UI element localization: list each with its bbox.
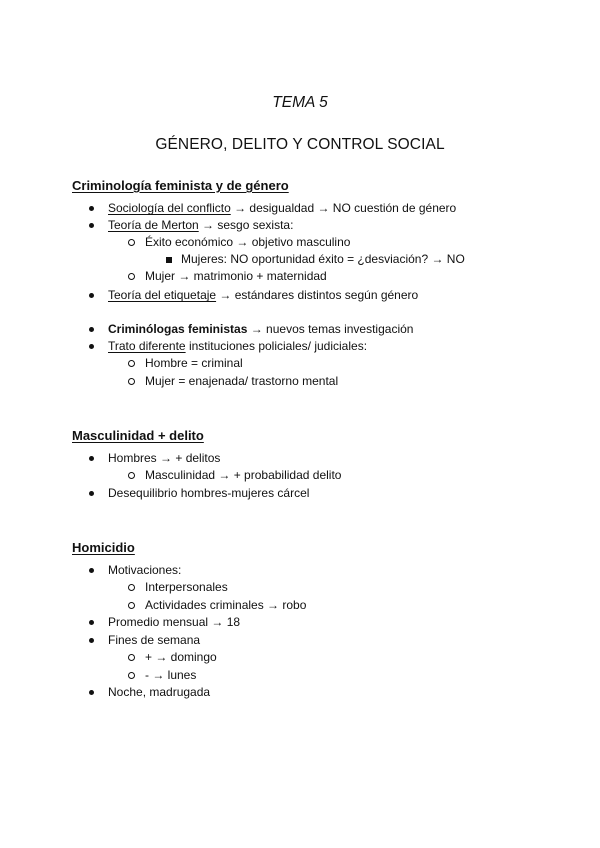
bullet-dot: [89, 568, 94, 573]
list-item: Noche, madrugada: [108, 685, 211, 699]
bullet-circle: [128, 239, 135, 246]
section-heading-criminologia: Criminología feminista y de género: [72, 178, 289, 193]
section-heading-masculinidad: Masculinidad + delito: [72, 428, 204, 443]
list-item: Fines de semana: [108, 633, 201, 647]
list-item: Promedio mensual → 18: [108, 615, 241, 629]
list-item-text: → estándares distintos según género: [216, 288, 419, 302]
bullet-square: [166, 257, 172, 263]
list-item: [108, 288, 418, 303]
bullet-circle: [128, 378, 135, 385]
bullet-dot: [89, 223, 94, 228]
list-item: Mujeres: NO oportunidad éxito = ¿desviación? → NO: [181, 252, 465, 266]
list-item-text: → desigualdad → NO cuestión de género: [230, 201, 457, 215]
list-item: + → domingo: [145, 650, 217, 664]
list-item: Actividades criminales → robo: [145, 598, 307, 612]
bullet-dot: [89, 206, 94, 211]
list-item: [108, 218, 293, 233]
bullet-circle: [128, 672, 135, 679]
list-item: Desequilibrio hombres-mujeres cárcel: [108, 486, 310, 500]
list-item-term: Trato diferente: [108, 339, 186, 353]
list-item: Mujer = enajenada/ trastorno mental: [145, 374, 339, 388]
list-item-text: → sesgo sexista:: [198, 218, 294, 232]
bullet-circle: [128, 273, 135, 280]
page-title: GÉNERO, DELITO Y CONTROL SOCIAL: [155, 136, 445, 153]
list-item: [108, 322, 413, 337]
bullet-circle: [128, 472, 135, 479]
list-item: Éxito económico → objetivo masculino: [145, 235, 351, 249]
bullet-circle: [128, 654, 135, 661]
bullet-circle: [128, 584, 135, 591]
list-item: Interpersonales: [145, 580, 228, 594]
list-item: Motivaciones:: [108, 563, 182, 577]
bullet-dot: [89, 620, 94, 625]
list-item-term: Sociología del conflicto: [108, 201, 231, 215]
list-item: Hombre = criminal: [145, 356, 243, 370]
list-item-term: Criminólogas feministas: [108, 322, 248, 336]
bullet-dot: [89, 344, 94, 349]
list-item: Masculinidad → + probabilidad delito: [145, 468, 342, 482]
list-item: Hombres → + delitos: [108, 451, 221, 465]
list-item: Mujer → matrimonio + maternidad: [145, 269, 327, 283]
bullet-dot: [89, 690, 94, 695]
list-item-text: → nuevos temas investigación: [247, 322, 414, 336]
list-item-term: Teoría del etiquetaje: [108, 288, 217, 302]
bullet-dot: [89, 491, 94, 496]
list-item: - → lunes: [145, 668, 197, 682]
bullet-dot: [89, 293, 94, 298]
bullet-dot: [89, 456, 94, 461]
bullet-circle: [128, 602, 135, 609]
section-heading-homicidio: Homicidio: [72, 540, 135, 555]
list-item-text: instituciones policiales/ judiciales:: [185, 339, 368, 353]
list-item-term: Teoría de Merton: [108, 218, 199, 232]
bullet-circle: [128, 360, 135, 367]
bullet-dot: [89, 327, 94, 332]
list-item: [108, 339, 367, 354]
list-item: [108, 201, 456, 216]
tema-label: TEMA 5: [272, 94, 328, 111]
bullet-dot: [89, 638, 94, 643]
